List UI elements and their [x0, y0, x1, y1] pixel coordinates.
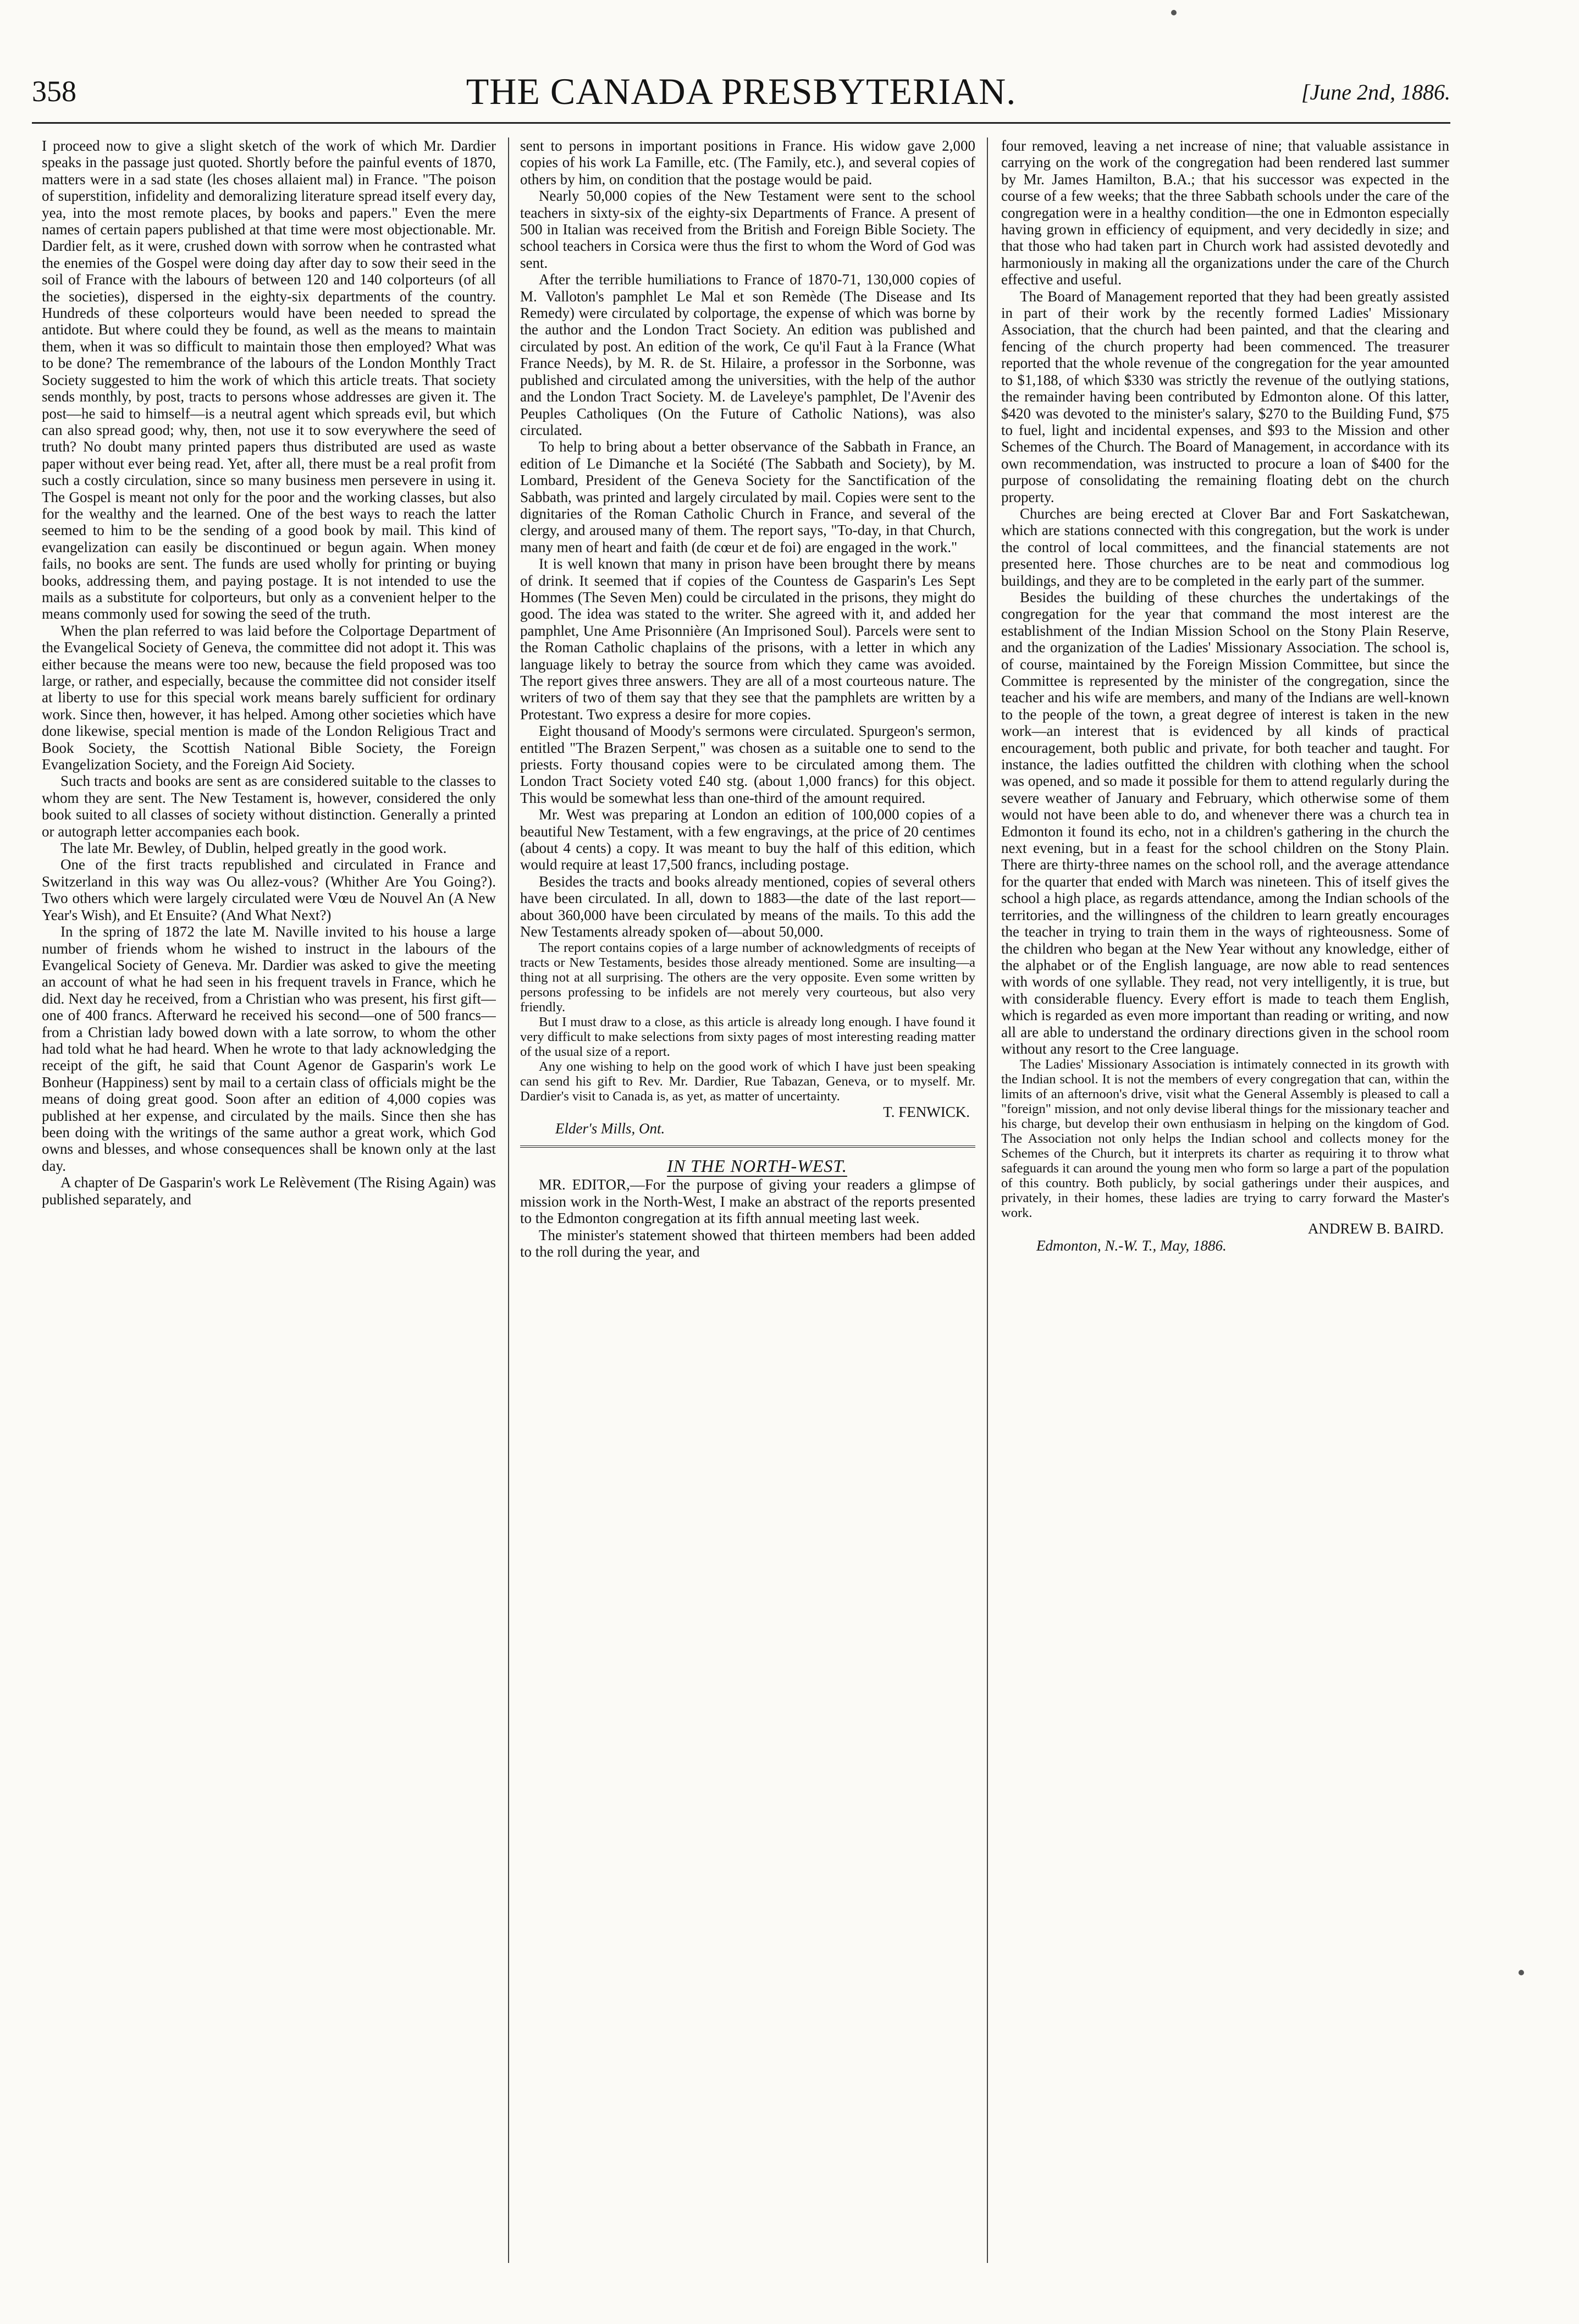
page-header [32, 71, 1450, 119]
section-title-text: IN THE NORTH-WEST. [667, 1156, 847, 1176]
paragraph: I proceed now to give a slight sketch of the work of which Mr. Dardier speaks in the passage just quoted. Shortly before the painful events of 1870, matters were in a sad state (les choses allaient mal) in France. "The poison of superstition, infidelity and demoralizing literature spread itself every day, yea, into the most remote places, by books and papers." Even the mere names of certain papers published at that time were most objectionable. Mr. Dardier felt, as it were, crushed down with sorrow when he contrasted what the enemies of the Gospel were doing day after day to sow their seed in the soil of France with the labours of between 120 and 140 colporteurs (of all the societies), dispersed in the eighty-six departments of the country. Hundreds of these colporteurs would have been needed to spread the antidote. But where could they be found, as well as the means to maintain them, when it was so difficult to maintain those then employed? What was to be done? The remembrance of the labours of the London Monthly Tract Society suggested to him the work of which this article treats. That society sends monthly, by post, tracts to persons whose addresses are given it. The post—he said to himself—is a neutral agent which spreads evil, but which can also spread good; why, then, not use it to sow everywhere the seed of truth? No doubt many printed papers thus distributed are used as waste paper without ever being read. Yet, after all, there must be a real profit from such a costly circulation, since so many business men persevere in using it. The Gospel is meant not only for the poor and the working classes, but also for the wealthy and the learned. One of the best ways to reach the latter seemed to him to be the sending of a good book by mail. This kind of evangelization can easily be discontinued or begun again. When money fails, no books are sent. The funds are used wholly for printing or buying books, addressing them, and paying postage. It is not intended to use the mails as a substitute for colporteurs, but only as a convenient helper to the means commonly used for sowing the seed of the truth. [42, 137, 496, 623]
paragraph: The Board of Management reported that they had been greatly assisted in part of their work by the recently formed Ladies' Missionary Association, that the church had been painted, and that the clearing and fencing of the church property had been commenced. The treasurer reported that the whole revenue of the congregation for the year amounted to $1,188, of which $330 was strictly the revenue of the outlying stations, the remainder having been contributed by Edmonton alone. Of this latter, $420 was devoted to the minister's salary, $270 to the Building Fund, $75 to fuel, light and incidental expenses, and $93 to the Mission and other Schemes of the Church. The Board of Management, in accordance with its own recommendation, was instructed to procure a loan of $400 for the purpose of consolidating the remaining floating debt on the church property. [1001, 288, 1449, 505]
paragraph: sent to persons in important positions in France. His widow gave 2,000 copies of his work La Famille, etc. (The Family, etc.), and several copies of others by him, on condition that the postage would be paid. [520, 137, 975, 188]
paragraph: Churches are being erected at Clover Bar and Fort Saskatchewan, which are stations connected with this congregation, but the work is under the control of local committees, and the financial statements are not presented here. Those churches are to be neat and commodious log buildings, and they are to be completed in the early part of the summer. [1001, 505, 1449, 589]
paragraph: The late Mr. Bewley, of Dublin, helped greatly in the good work. [60, 840, 447, 857]
issue-date: [June 2nd, 1886. [1301, 80, 1450, 104]
paragraph: four removed, leaving a net increase of nine; that valuable assistance in carrying on the work of the congregation had been rendered last summer by Mr. James Hamilton, B.A.; that his successor was expected in the course of a few weeks; that the three Sabbath schools under the care of the congregation were in a healthy condition—the one in Edmonton especially having grown in efficiency of equipment, and very decidedly in size; and that those who had taken part in Church work had assisted devotedly and harmoniously in making all the organizations under the care of the Church effective and useful. [1001, 137, 1449, 288]
column-2 [520, 137, 975, 2271]
paragraph: But I must draw to a close, as this article is already long enough. I have found it very difficult to make selections from sixty pages of most interesting reading matter of the usual size of a report. [520, 1014, 975, 1059]
column-3 [1001, 137, 1449, 2271]
author-location: Elder's Mills, Ont. [555, 1120, 665, 1137]
print-speck [1171, 10, 1177, 15]
paragraph: The Ladies' Missionary Association is intimately connected in its growth with the Indian school. It is not the members of every congregation that can, within the limits of an afternoon's drive, visit what the General Assembly is pleased to call a "foreign" mission, and not only devise liberal things for the missionary teacher and his charge, but develop their own enthusiasm in helping on the kingdom of God. The Association not only helps the Indian school and collects money for the Schemes of the Church, but it interprets its charter as requiring it to throw what safeguards it can around the young men who form so large a part of the population of this country. Both publicly, by social gatherings under their auspices, and privately, in their homes, these ladies are trying to carry forward the Master's work. [1001, 1057, 1449, 1221]
paragraph: Besides the building of these churches the undertakings of the congregation for the year that command the most interest are the establishment of the Indian Mission School on the Stony Plain Reserve, and the organization of the Ladies' Missionary Association. The school is, of course, maintained by the Foreign Mission Committee, but since the Committee is represented by the minister of the congregation, since the teacher and his wife are members, and many of the Indians are well-known to the people of the town, a great degree of interest is taken in the new work—an interest that is evidenced by all kinds of practical encouragement, both public and private, for both teacher and taught. For instance, the ladies outfitted the children with clothing when the school was opened, and so made it possible for them to attend regularly during the severe weather of January and February, which otherwise some of them would not have been able to do, and whenever there was a church tea in Edmonton it found its echo, not in a children's gathering in the church the next evening, but in a feast for the school children on the Stony Plain. There are thirty-three names on the school roll, and the average attendance for the quarter that ended with March was nineteen. This of itself gives the school a high place, as regards attendance, among the Indian schools of the territories, and the willingness of the children to learn greatly encourages the teacher in trying to train them in the ways of righteousness. Some of the children who began at the New Year without any knowledge, either of the alphabet or of the English language, are now able to read sentences with words of one syllable. They read, not very intelligently, it is true, but with considerable fluency. Every effort is made to teach them English, which is regarded as even more important than reading or writing, and now all are able to understand the ordinary directions given in the school room without any resort to the Cree language. [1001, 588, 1449, 1057]
paragraph: Mr. West was preparing at London an edition of 100,000 copies of a beautiful New Testament, with a few engravings, at the price of 20 centimes (about 4 cents) a copy. It was meant to buy the half of this edition, which would require at least 17,500 francs, including postage. [520, 806, 975, 873]
paragraph: To help to bring about a better observance of the Sabbath in France, an edition of Le Dimanche et la Société (The Sabbath and Society), by M. Lombard, President of the Geneva Society for the Sanctification of the Sabbath, was printed and largely circulated by mail. Copies were sent to the dignitaries of the Roman Catholic Church in France, and several of the clergy, and aroused many of them. The report says, "To-day, in that Church, many men of heart and faith (de cœur et de foi) are engaged in the work." [520, 438, 975, 555]
paragraph: It is well known that many in prison have been brought there by means of drink. It seemed that if copies of the Countess de Gasparin's Les Sept Hommes (The Seven Men) could be circulated in the prisons, they might do good. The idea was stated to the writer. She agreed with it, and added her pamphlet, Une Ame Prisonnière (An Imprisoned Soul). Parcels were sent to the Roman Catholic chaplains of the prisons, with a letter in which any language likely to betray the source from which they came was avoided. The report gives three answers. They are all of a most courteous nature. The writers of two of them say that they see that the pamphlets are written by a Protestant. Two express a desire for more copies. [520, 555, 975, 723]
author-location: Edmonton, N.-W. T., May, 1886. [1036, 1237, 1227, 1254]
print-speck [1519, 1970, 1524, 1975]
paragraph: Eight thousand of Moody's sermons were circulated. Spurgeon's sermon, entitled "The Brazen Serpent," was chosen as a suitable one to send to the priests. Forty thousand copies were to be circulated among them. The London Tract Society voted £40 stg. (about 1,000 francs) for this object. This would be somewhat less than one-third of the amount required. [520, 723, 975, 806]
paragraph: Such tracts and books are sent as are considered suitable to the classes to whom they are sent. The New Testament is, however, considered the only book suited to all classes of society without distinction. Generally a printed or autograph letter accompanies each book. [42, 773, 496, 840]
author-signature: T. FENWICK. [883, 1103, 970, 1120]
header-rule [32, 122, 1450, 124]
paragraph: One of the first tracts republished and circulated in France and Switzerland in this way was Ou allez-vous? (Whither Are You Going?). Two others which were largely circulated were Vœu de Nouvel An (A New Year's Wish), and Et Ensuite? (And What Next?) [42, 856, 496, 923]
paragraph: Nearly 50,000 copies of the New Testament were sent to the school teachers in sixty-six of the eighty-six Departments of France. A present of 500 in Italian was received from the British and Foreign Bible Society. The school teachers in Corsica were thus the first to whom the Word of God was sent. [520, 188, 975, 271]
paragraph: The minister's statement showed that thirteen members had been added to the roll during the year, and [520, 1226, 975, 1260]
paragraph: Besides the tracts and books already mentioned, copies of several others have been circulated. In all, down to 1883—the date of the last report—about 360,000 have been circulated by means of the mails. To this add the New Testaments already spoken of—about 50,000. [520, 873, 975, 940]
paragraph: Any one wishing to help on the good work of which I have just been speaking can send his gift to Rev. Mr. Dardier, Rue Tabazan, Geneva, or to myself. Mr. Dardier's visit to Canada is, as yet, as matter of uncertainty. [520, 1059, 975, 1104]
article-columns [42, 137, 1449, 2271]
masthead-title: THE CANADA PRESBYTERIAN. [466, 70, 1017, 112]
author-signature: ANDREW B. BAIRD. [1307, 1220, 1444, 1237]
section-divider [520, 1146, 975, 1148]
section-title [520, 1155, 975, 1176]
paragraph: After the terrible humiliations to France of 1870-71, 130,000 copies of M. Valloton's pamphlet Le Mal et son Remède (The Disease and Its Remedy) were circulated by colportage, the expense of which was borne by the author and the London Tract Society. An edition was published and circulated by post. An edition of the work, Ce qu'il Faut à la France (What France Needs), by M. R. de St. Hilaire, a professor in the Sorbonne, was published and circulated among the universities, with the help of the author and the London Tract Society. M. de Laveleye's pamphlet, De l'Avenir des Peuples Catholiques (On the Future of Catholic Nations), was also circulated. [520, 271, 975, 438]
paragraph: The report contains copies of a large number of acknowledgments of receipts of tracts or New Testaments, besides those already mentioned. Some are insulting—a thing not at all surprising. The others are the very opposite. Even some written by persons professing to be infidels are not merely very courteous, but also very friendly. [520, 940, 975, 1015]
column-1 [42, 137, 496, 2271]
paragraph: A chapter of De Gasparin's work Le Relèvement (The Rising Again) was published separately, and [42, 1174, 496, 1208]
paragraph: MR. EDITOR,—For the purpose of giving your readers a glimpse of mission work in the North-West, I make an abstract of the reports presented to the Edmonton congregation at its fifth annual meeting last week. [520, 1176, 975, 1227]
page-number: 358 [32, 75, 76, 108]
paragraph: When the plan referred to was laid before the Colportage Department of the Evangelical Society of Geneva, the committee did not adopt it. This was either because the means were too new, because the field proposed was too large, or rather, and especially, because the committee did not consider itself at liberty to use for this special work means barely sufficient for ordinary work. Since then, however, it has helped. Among other societies which have done likewise, special mention is made of the London Religious Tract and Book Society, the Scottish National Bible Society, the Foreign Evangelization Society, and the Foreign Aid Society. [42, 622, 496, 773]
paragraph: In the spring of 1872 the late M. Naville invited to his house a large number of friends whom he wished to instruct in the labours of the Evangelical Society of Geneva. Mr. Dardier was asked to give the meeting an account of what he had seen in his frequent travels in France, which he did. Next day he received, from a Christian who was present, his first gift—one of 400 francs. Afterward he received his second—one of 500 francs—from a Christian lady bowed down with a late sorrow, to whom the other had told what he had heard. When he wrote to that lady acknowledging the receipt of the gift, he said that Count Agenor de Gasparin's work Le Bonheur (Happiness) sent by mail to a certain class of officials might be the means of doing great good. Soon after an edition of 4,000 copies was published at her expense, and circulated by the mails. Since then she has been doing with the writings of the same author a great work, which God owns and blesses, and whose consequences shall be known only at the last day. [42, 923, 496, 1174]
